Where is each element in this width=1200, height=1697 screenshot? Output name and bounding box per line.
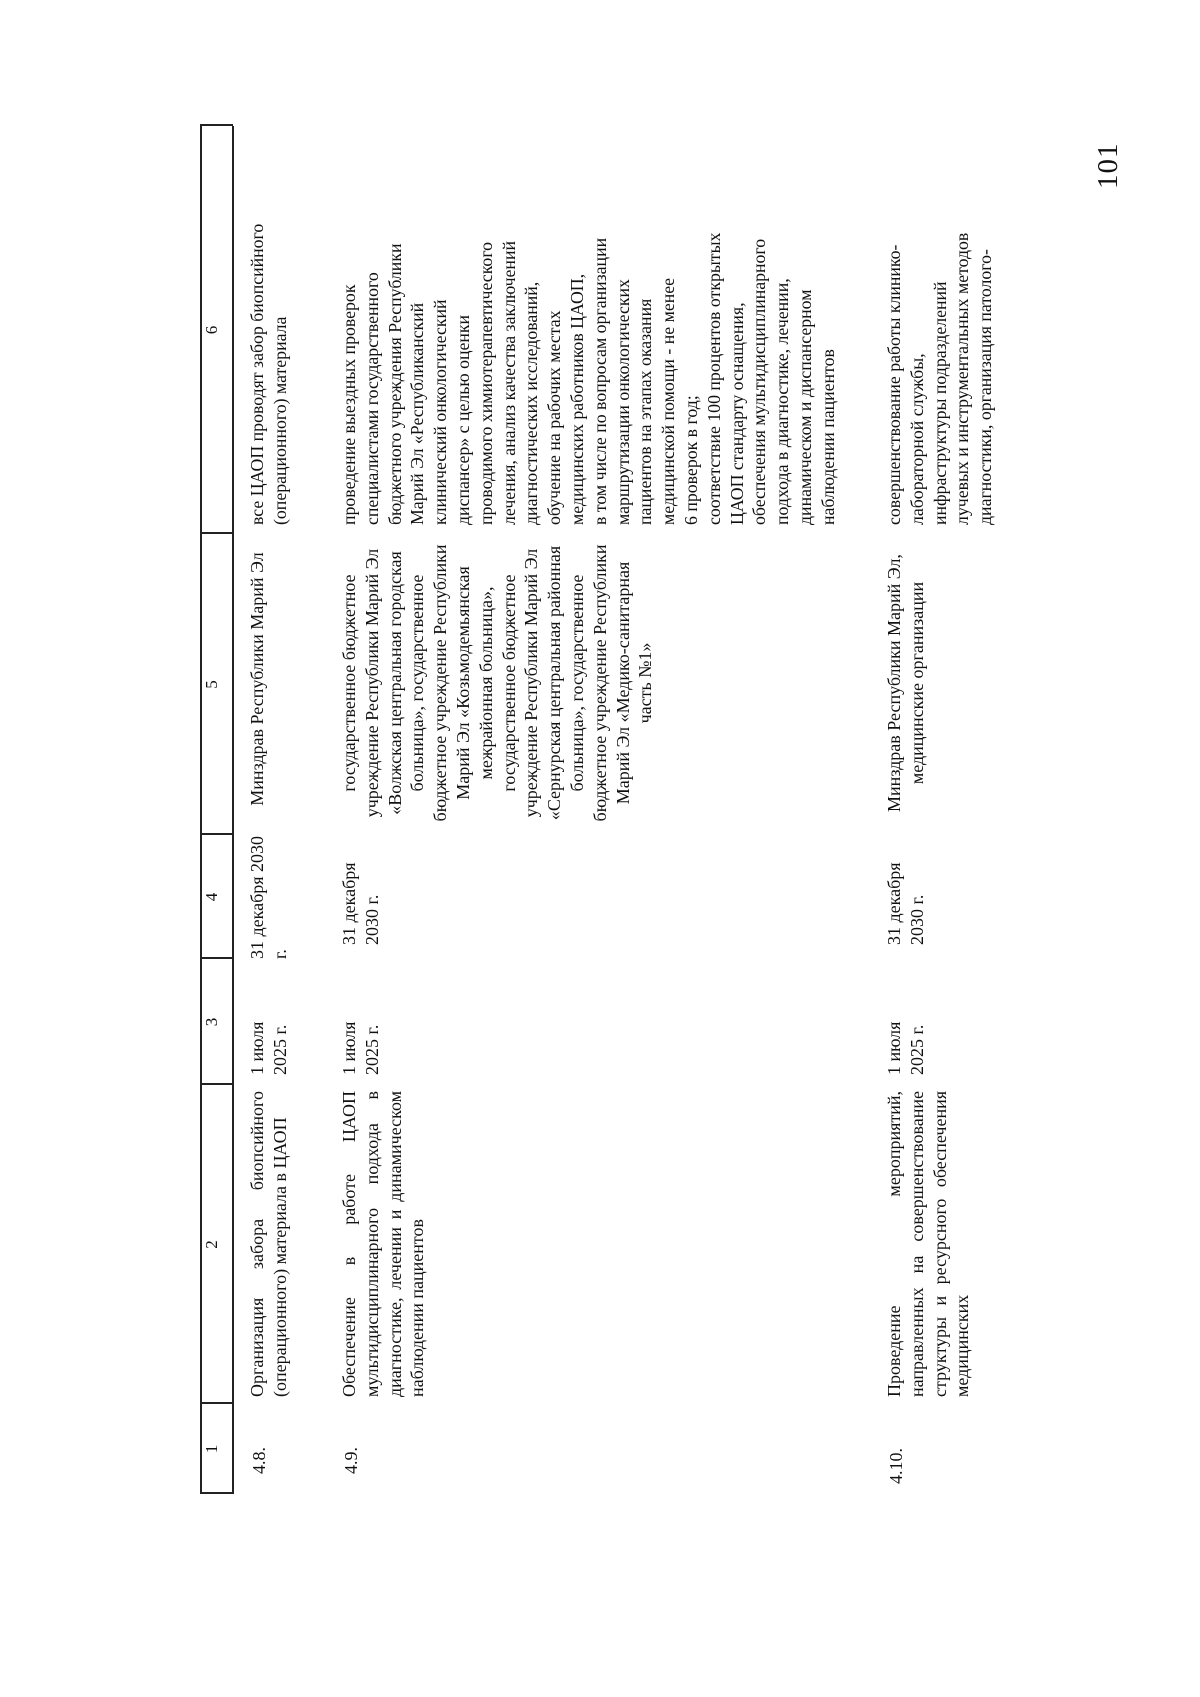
- column-header-1: 1: [202, 1444, 221, 1454]
- result-line: медицинской помощи - не менее: [658, 277, 679, 525]
- result-line: проводимого химиотерапевтического: [475, 241, 496, 525]
- event-text: Организация забора биопсийного (операционного) материала в ЦАОП: [247, 1091, 290, 1397]
- result-line: лучевых и инструментальных методов: [952, 232, 973, 525]
- event-text: Обеспечение в работе ЦАОП мультидисциплинарного подхода в диагностике, лечении и динамическом наблюдении пациентов: [339, 1091, 428, 1397]
- responsible-text: государственное бюджетное учреждение Республики Марий Эл «Волжская центральная городская больница», государственное бюджетное учреждение Республики Марий Эл «Козьмодемьянская межрайонная больница», государственное бюджетное учреждение Республики Марий Эл «Сернурская центральная районная больница», государственное бюджетное учреждение Республики Марий Эл «Медико-санитарная часть №1»: [339, 544, 656, 822]
- result-line: совершенствование работы клинико-: [884, 244, 904, 525]
- result-line: инфраструктуры подразделений: [929, 281, 950, 525]
- result-line: подхода в диагностике, лечении,: [772, 278, 793, 525]
- column-header-6: 6: [202, 325, 221, 335]
- result-text: [338, 125, 840, 525]
- responsible-text: Минздрав Республики Марий Эл, медицинские организации: [884, 554, 927, 812]
- result-line: Марий Эл «Республиканский: [407, 302, 428, 525]
- result-line: лабораторной службы,: [906, 353, 927, 525]
- result-line: обучение на рабочих местах: [544, 310, 565, 525]
- result-text: [246, 125, 292, 525]
- result-line: в том числе по вопросам организации: [589, 237, 610, 525]
- page-number: 101: [1092, 142, 1124, 189]
- column-header-2: 2: [202, 1240, 221, 1249]
- result-line: диспансер» с целью оценки: [452, 314, 473, 525]
- responsible-text: Минздрав Республики Марий Эл: [247, 552, 267, 806]
- result-text: [883, 125, 997, 525]
- result-line: пациентов на этапах оказания: [635, 298, 656, 525]
- start-date: 1 июля 2025 г.: [339, 1021, 382, 1075]
- column-header-3: 3: [202, 1017, 221, 1027]
- table-header-rule: [232, 126, 234, 1494]
- result-line: все ЦАОП проводят забор биопсийного: [247, 223, 267, 525]
- result-line: (операционного) материала: [269, 316, 290, 525]
- result-line: медицинских работников ЦАОП,: [566, 273, 587, 525]
- end-date: 31 декабря 2030 г.: [884, 862, 927, 945]
- result-line: маршрутизации онкологических: [612, 279, 633, 525]
- column-header-5: 5: [202, 680, 221, 689]
- event-text: Проведение мероприятий, направленных на совершенствование структуры и ресурсного обеспечения медицинских: [884, 1091, 973, 1397]
- result-line: соответствие 100 процентов открытых: [703, 232, 724, 525]
- result-line: ЦАОП стандарту оснащения,: [726, 302, 747, 525]
- start-date: 1 июля 2025 г.: [247, 1021, 290, 1075]
- end-date: 31 декабря 2030 г.: [339, 862, 382, 945]
- column-header-4: 4: [202, 892, 221, 902]
- start-date: 1 июля 2025 г.: [884, 1021, 927, 1075]
- result-line: специалистами государственного: [361, 272, 382, 525]
- end-date: 31 декабря 2030 г.: [247, 835, 290, 959]
- row-number: 4.8.: [249, 1447, 269, 1474]
- result-line: динамическом и диспансерном: [794, 289, 815, 525]
- row-number: 4.9.: [341, 1447, 361, 1474]
- result-line: наблюдении пациентов: [817, 349, 838, 525]
- result-line: диагностики, организация патолого-: [975, 249, 996, 525]
- result-line: обеспечения мультидисциплинарного: [749, 238, 770, 525]
- result-line: бюджетного учреждения Республики: [384, 243, 405, 525]
- row-number: 4.10.: [886, 1448, 906, 1484]
- result-line: проведение выездных проверок: [339, 284, 359, 525]
- result-line: диагностических исследований,: [521, 281, 542, 525]
- result-line: 6 проверок в год;: [680, 395, 701, 525]
- result-line: клинический онкологический: [430, 299, 451, 525]
- result-line: лечения, анализ качества заключений: [498, 241, 519, 525]
